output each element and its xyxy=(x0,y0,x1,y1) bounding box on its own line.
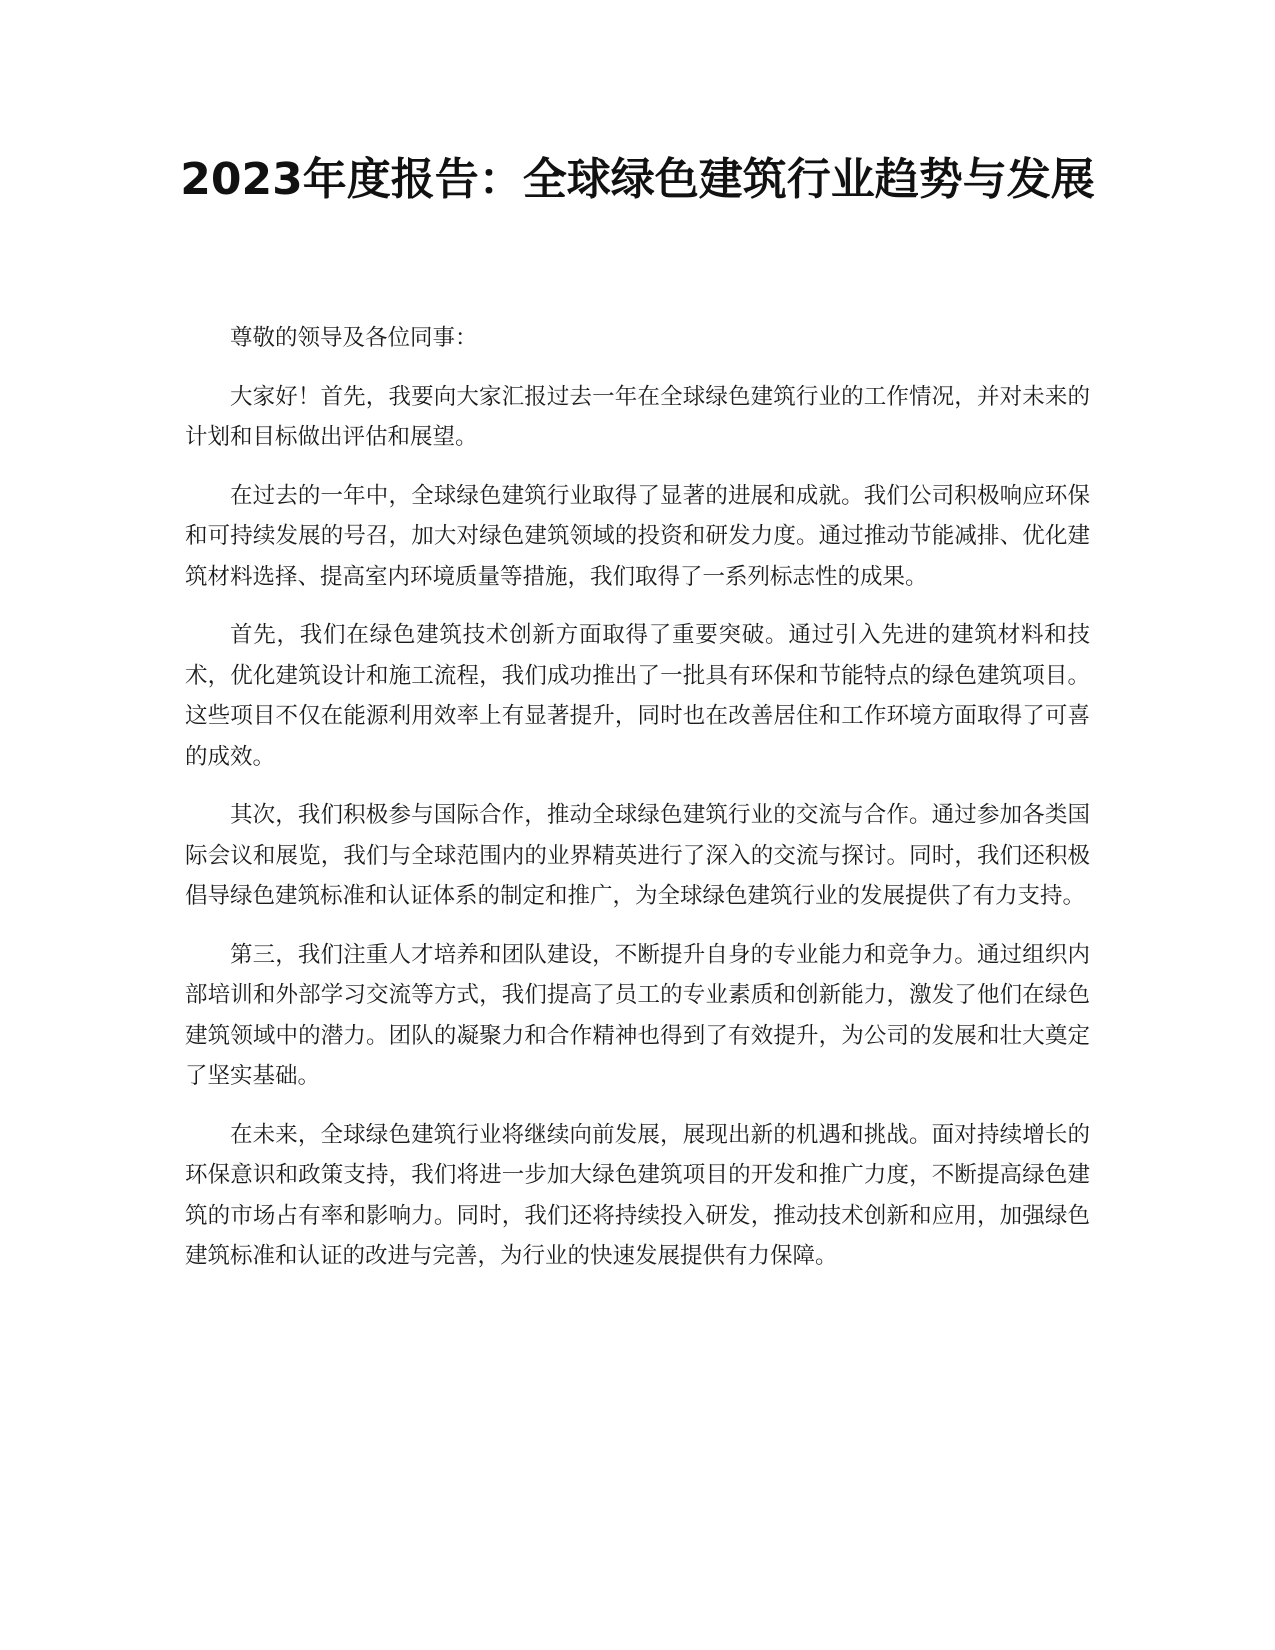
document-title: 2023年度报告：全球绿色建筑行业趋势与发展 xyxy=(180,154,1095,205)
paragraph-6: 在未来，全球绿色建筑行业将继续向前发展，展现出新的机遇和挑战。面对持续增长的环保意识和政策支持，我们将进一步加大绿色建筑项目的开发和推广力度，不断提高绿色建筑的市场占有率和影响力。同时，我们还将持续投入研发，推动技术创新和应用，加强绿色建筑标准和认证的改进与完善，为行业的快速发展提供有力保障。 xyxy=(185,1121,1090,1269)
paragraph-2: 在过去的一年中，全球绿色建筑行业取得了显著的进展和成就。我们公司积极响应环保和可持续发展的号召，加大对绿色建筑领域的投资和研发力度。通过推动节能减排、优化建筑材料选择、提高室内环境质量等措施，我们取得了一系列标志性的成果。 xyxy=(185,482,1090,590)
paragraph-5: 第三，我们注重人才培养和团队建设，不断提升自身的专业能力和竞争力。通过组织内部培训和外部学习交流等方式，我们提高了员工的专业素质和创新能力，激发了他们在绿色建筑领域中的潜力。团队的凝聚力和合作精神也得到了有效提升，为公司的发展和壮大奠定了坚实基础。 xyxy=(185,941,1090,1089)
paragraph-3: 首先，我们在绿色建筑技术创新方面取得了重要突破。通过引入先进的建筑材料和技术，优化建筑设计和施工流程，我们成功推出了一批具有环保和节能特点的绿色建筑项目。这些项目不仅在能源利用效率上有显著提升，同时也在改善居住和工作环境方面取得了可喜的成效。 xyxy=(185,622,1090,770)
document-body xyxy=(185,318,1090,1295)
salutation: 尊敬的领导及各位同事： xyxy=(230,325,478,351)
paragraph-1: 大家好！首先，我要向大家汇报过去一年在全球绿色建筑行业的工作情况，并对未来的计划和目标做出评估和展望。 xyxy=(185,383,1090,450)
paragraph-4: 其次，我们积极参与国际合作，推动全球绿色建筑行业的交流与合作。通过参加各类国际会议和展览，我们与全球范围内的业界精英进行了深入的交流与探讨。同时，我们还积极倡导绿色建筑标准和认证体系的制定和推广，为全球绿色建筑行业的发展提供了有力支持。 xyxy=(185,802,1090,909)
